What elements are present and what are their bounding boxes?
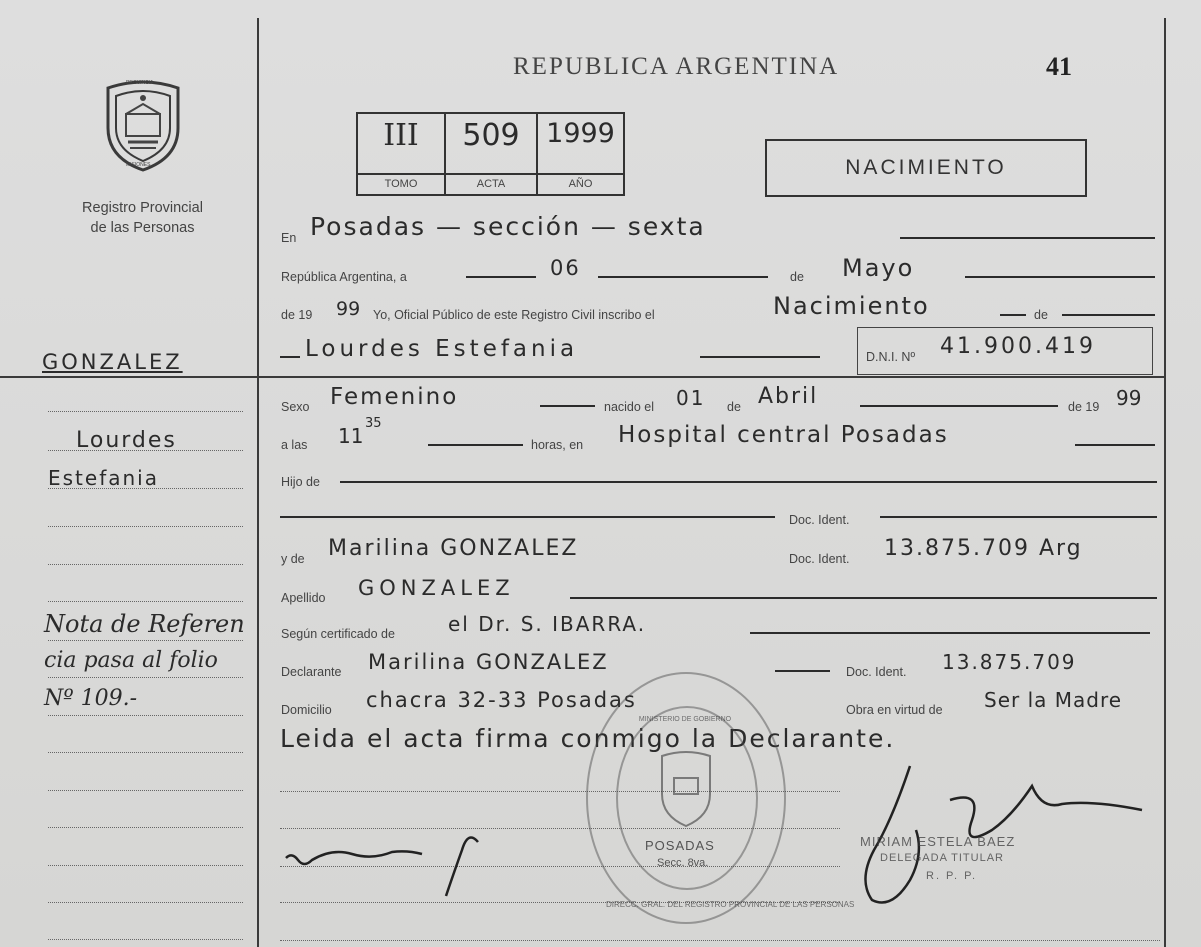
acta-label: ACTA <box>446 173 536 194</box>
mother-value: Marilina GONZALEZ <box>328 536 579 561</box>
right-border <box>1164 18 1166 947</box>
acto-line <box>1000 314 1026 316</box>
tomo-cell <box>358 114 446 194</box>
day-line-a <box>466 276 536 278</box>
signatory-abbr: R. P. P. <box>926 870 978 882</box>
body-dotted-line <box>280 940 1160 941</box>
birth-month: Abril <box>758 384 819 409</box>
signatory-role: DELEGADA TITULAR <box>880 852 1004 864</box>
sexo-line <box>540 405 595 407</box>
republica-label: República Argentina, a <box>281 270 407 284</box>
margin-note-line-3: Nº 109.- <box>44 686 138 711</box>
certificado-value: el Dr. S. IBARRA. <box>448 612 647 636</box>
inscribo-label: Yo, Oficial Público de este Registro Civil inscribo el <box>373 308 655 322</box>
crest-text-bottom: MISIONES <box>126 162 151 168</box>
dni-label: D.N.I. Nº <box>866 350 916 364</box>
de-label: de <box>790 270 804 284</box>
margin-dotted-line <box>48 640 243 641</box>
country-title: REPUBLICA ARGENTINA <box>513 53 840 80</box>
declarante-label: Declarante <box>281 665 342 679</box>
name-line <box>700 356 820 358</box>
obra-value: Ser la Madre <box>984 688 1123 712</box>
anio-value: 1999 <box>546 118 615 149</box>
certificado-label: Según certificado de <box>281 627 395 641</box>
margin-given-2: Estefania <box>48 466 159 490</box>
en-value: Posadas — sección — sexta <box>310 212 706 241</box>
tomo-value: III <box>383 118 419 153</box>
declarante-value: Marilina GONZALEZ <box>368 650 609 674</box>
nacido-label: nacido el <box>604 400 655 414</box>
margin-dotted-line <box>48 450 243 451</box>
crest-text-top: PROVINCIA <box>126 80 154 86</box>
record-type-box: NACIMIENTO <box>765 139 1087 197</box>
margin-dotted-line <box>48 677 243 678</box>
name-value: Lourdes Estefania <box>305 336 579 362</box>
margin-dotted-line <box>48 488 243 489</box>
margin-dotted-line <box>48 715 243 716</box>
dni-value: 41.900.419 <box>940 334 1096 359</box>
margin-surname: GONZALEZ <box>42 350 183 374</box>
margin-dotted-line <box>48 827 243 828</box>
stamp-city: POSADAS <box>645 838 715 853</box>
a-las-label: a las <box>281 438 308 452</box>
de-label-2: de <box>1034 308 1048 322</box>
minute-value: 35 <box>365 416 382 431</box>
closing-note: Leida el acta firma conmigo la Declarante. <box>280 724 896 753</box>
apellido-line <box>570 597 1157 599</box>
registry-line-1: Registro Provincial <box>82 200 203 216</box>
margin-dotted-line <box>48 411 243 412</box>
hijo-line <box>340 481 1157 483</box>
margin-dotted-line <box>48 902 243 903</box>
stamp-ring-text: DIRECC. GRAL. DEL REGISTRO PROVINCIAL DE LAS PERSONAS <box>606 900 855 909</box>
margin-note-line-1: Nota de Referen <box>44 610 245 638</box>
doc-ident-label: Doc. Ident. <box>789 513 850 527</box>
month-line <box>965 276 1155 278</box>
y-de-label: y de <box>281 552 305 566</box>
domicilio-value: chacra 32-33 Posadas <box>366 688 637 712</box>
signatory-name: MIRIAM ESTELA BAEZ <box>860 834 1016 849</box>
certificado-line <box>750 632 1150 634</box>
acto-value: Nacimiento <box>773 292 930 320</box>
year-value: 99 <box>336 298 361 320</box>
left-margin-divider <box>257 18 259 947</box>
margin-dotted-line <box>48 601 243 602</box>
stamp-crest-icon <box>656 750 716 830</box>
name-line-lead <box>280 356 300 358</box>
margin-given-1: Lourdes <box>76 428 177 453</box>
father-doc-line <box>880 516 1157 518</box>
birth-month-line <box>860 405 1058 407</box>
month-value: Mayo <box>842 254 915 282</box>
apellido-value: GONZALEZ <box>358 576 515 600</box>
margin-dotted-line <box>48 564 243 565</box>
birth-year-prefix: de 19 <box>1068 400 1100 414</box>
margin-dotted-line <box>48 526 243 527</box>
father-line <box>280 516 775 518</box>
registry-line-2: de las Personas <box>90 220 195 236</box>
header-divider <box>0 376 1166 378</box>
anio-label: AÑO <box>538 173 623 194</box>
margin-note-line-2: cia pasa al folio <box>44 648 218 673</box>
stamp-section: Secc. 8va. <box>657 857 709 869</box>
margin-dotted-line <box>48 865 243 866</box>
declarante-doc-label: Doc. Ident. <box>846 665 907 679</box>
de-label-3: de <box>727 400 741 414</box>
en-label: En <box>281 231 297 245</box>
de-line-2 <box>1062 314 1155 316</box>
mother-doc-label: Doc. Ident. <box>789 552 850 566</box>
place-line <box>1075 444 1155 446</box>
obra-label: Obra en virtud de <box>846 703 943 717</box>
domicilio-label: Domicilio <box>281 703 332 717</box>
time-line <box>428 444 523 446</box>
day-value: 06 <box>550 256 581 280</box>
apellido-label: Apellido <box>281 591 326 605</box>
declarante-doc-value: 13.875.709 <box>942 650 1077 674</box>
hijo-label: Hijo de <box>281 475 320 489</box>
record-number-box <box>356 112 625 196</box>
year-prefix: de 19 <box>281 308 313 322</box>
margin-dotted-line <box>48 790 243 791</box>
declarant-signature <box>282 830 502 900</box>
horas-label: horas, en <box>531 438 584 452</box>
registry-name <box>40 198 245 238</box>
sexo-label: Sexo <box>281 400 310 414</box>
hour-value: 11 <box>338 424 364 448</box>
stamp-inner-text: MINISTERIO DE GOBIERNO <box>638 716 732 723</box>
acta-value: 509 <box>462 118 520 153</box>
birth-year: 99 <box>1116 386 1142 410</box>
birth-day: 01 <box>676 386 706 410</box>
provincial-crest-icon <box>96 76 190 174</box>
page-number: 41 <box>1046 52 1072 81</box>
sexo-value: Femenino <box>330 384 459 410</box>
day-line-b <box>598 276 768 278</box>
anio-cell <box>538 114 623 194</box>
mother-doc-value: 13.875.709 Arg <box>884 536 1083 561</box>
margin-dotted-line <box>48 752 243 753</box>
acta-cell <box>446 114 538 194</box>
margin-dotted-line <box>48 939 243 940</box>
place-value: Hospital central Posadas <box>618 422 949 448</box>
declarante-line <box>775 670 830 672</box>
tomo-label: TOMO <box>358 173 444 194</box>
en-line <box>900 237 1155 239</box>
